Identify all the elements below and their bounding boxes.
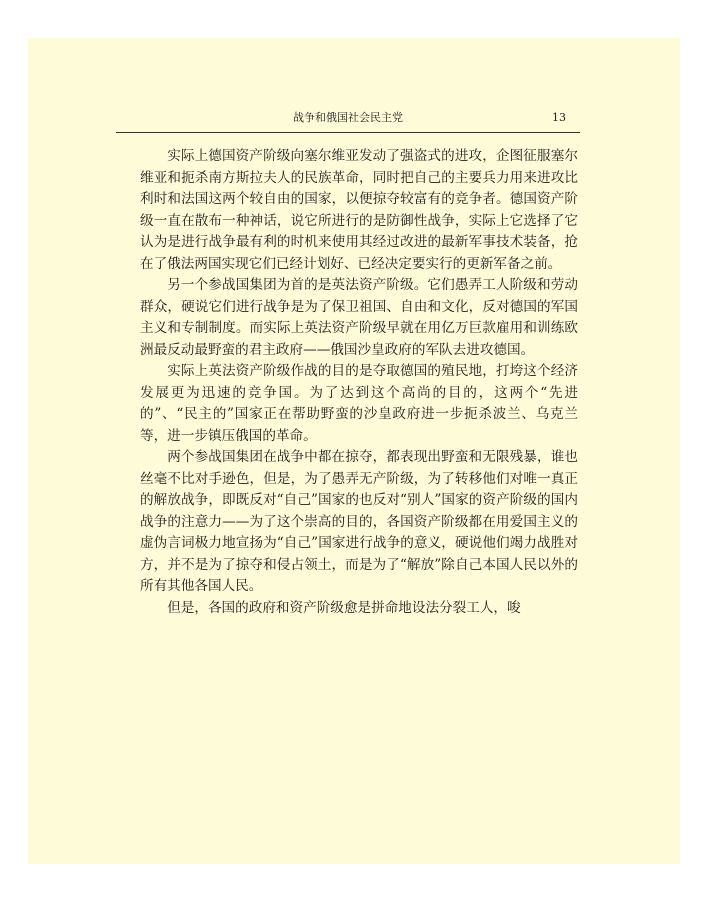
body-text — [140, 146, 578, 619]
paragraph: 另一个参战国集团为首的是英法资产阶级。它们愚弄工人阶级和劳动群众，硬说它们进行战争是为了保卫祖国、自由和文化，反对德国的军国主义和专制制度。而实际上英法资产阶级早就在用亿万巨款雇用和训练欧洲最反动最野蛮的君主政府——俄国沙皇政府的军队去进攻德国。 — [140, 277, 578, 358]
paragraph: 实际上英法资产阶级作战的目的是夺取德国的殖民地，打垮这个经济发展更为迅速的竞争国。为了达到这个高尚的目的，这两个“先进的”、“民主的”国家正在帮助野蛮的沙皇政府进一步扼杀波兰、乌克兰等，进一步镇压俄国的革命。 — [140, 363, 578, 444]
paragraph: 两个参战国集团在战争中都在掠夺，都表现出野蛮和无限残暴，谁也丝毫不比对手逊色，但是，为了愚弄无产阶级，为了转移他们对唯一真正的解放战争，即既反对“自己”国家的也反对“别人”国家的资产阶级的国内战争的注意力——为了这个崇高的目的，各国资产阶级都在用爱国主义的虚伪言词极力地宣扬为“自己”国家进行战争的意义，硬说他们竭力战胜对方，并不是为了掠夺和侵占领土，而是为了“解放”除自己本国人民以外的所有其他各国人民。 — [140, 449, 578, 594]
header-rule — [116, 132, 580, 133]
paragraph: 实际上德国资产阶级向塞尔维亚发动了强盗式的进攻，企图征服塞尔维亚和扼杀南方斯拉夫人的民族革命，同时把自己的主要兵力用来进攻比利时和法国这两个较自由的国家，以便掠夺较富有的竞争者。德国资产阶级一直在散布一种神话，说它所进行的是防御性战争，实际上它选择了它认为是进行战争最有利的时机来使用其经过改进的最新军事技术装备，抢在了俄法两国实现它们已经计划好、已经决定要实行的更新军备之前。 — [140, 148, 578, 272]
paragraph: 但是，各国的政府和资产阶级愈是拼命地设法分裂工人，唆 — [167, 599, 521, 616]
running-header-title: 战争和俄国社会民主党 — [293, 111, 403, 124]
page-number: 13 — [552, 111, 566, 124]
running-header — [116, 110, 580, 130]
